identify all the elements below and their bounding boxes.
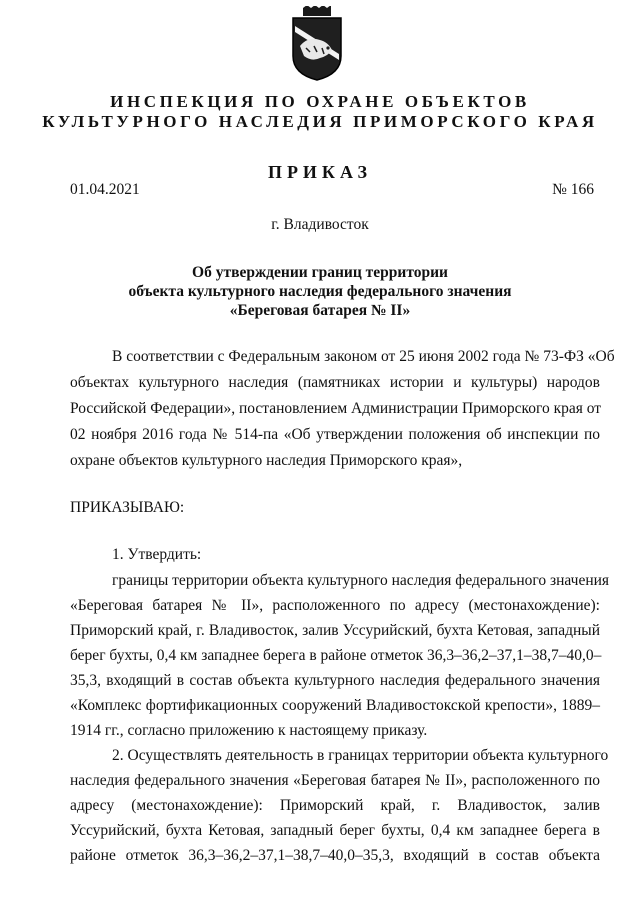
item2-line: наследия федерального значения «Береговая батарея № II», расположенного по [70, 772, 600, 789]
item1-line: «Береговая батарея № II», расположенного по адресу (местонахождение): [70, 597, 600, 614]
item1-line: Приморский край, г. Владивосток, залив Уссурийский, бухта Кетовая, западный [70, 622, 600, 639]
item2-line: районе отметок 36,3–36,2–37,1–38,7–40,0–35,3, входящий в состав объекта [70, 847, 600, 864]
preamble-line: объектах культурного наследия (памятниках истории и культуры) народов [70, 374, 600, 391]
order-title: ПРИКАЗ [267, 162, 373, 182]
preamble-line: Российской Федерации», постановлением Администрации Приморского края от [70, 400, 602, 417]
item1-line: берег бухты, 0,4 км западнее берега в районе отметок 36,3–36,2–37,1–38,7–40,0– [70, 647, 602, 664]
org-name-line1: ИНСПЕКЦИЯ ПО ОХРАНЕ ОБЪЕКТОВ [110, 92, 530, 111]
org-name-line2: КУЛЬТУРНОГО НАСЛЕДИЯ ПРИМОРСКОГО КРАЯ [42, 112, 598, 131]
preamble-line: В соответствии с Федеральным законом от 25 июня 2002 года № 73-ФЗ «Об [112, 348, 615, 365]
item1-line: границы территории объекта культурного наследия федерального значения [112, 572, 610, 589]
coat-of-arms-icon [284, 6, 350, 82]
subject-line: «Береговая батарея № II» [229, 302, 411, 319]
order-number: № 166 [552, 181, 594, 198]
item1-line: 1914 гг., согласно приложению к настоящему приказу. [70, 722, 428, 739]
order-date: 01.04.2021 [70, 181, 140, 198]
item1-line: «Комплекс фортификационных сооружений Владивостокской крепости», 1889– [70, 697, 600, 714]
order-city: г. Владивосток [271, 216, 369, 233]
item1-line: 35,3, входящий в состав объекта культурного наследия федерального значения [70, 672, 600, 689]
item1-heading: 1. Утвердить: [112, 546, 202, 563]
subject-line: Об утверждении границ территории [192, 264, 448, 281]
item2-line: адресу (местонахождение): Приморский край, г. Владивосток, залив [70, 797, 600, 814]
subject-line: объекта культурного наследия федерального значения [128, 283, 512, 300]
item2-line: Уссурийский, бухта Кетовая, западный берег бухты, 0,4 км западнее берега в [70, 822, 600, 839]
item2-line: 2. Осуществлять деятельность в границах территории объекта культурного [112, 747, 609, 764]
decree-word: ПРИКАЗЫВАЮ: [70, 499, 185, 516]
preamble-line: охране объектов культурного наследия Приморского края», [70, 452, 463, 469]
preamble-line: 02 ноября 2016 года № 514-па «Об утверждении положения об инспекции по [70, 426, 600, 443]
